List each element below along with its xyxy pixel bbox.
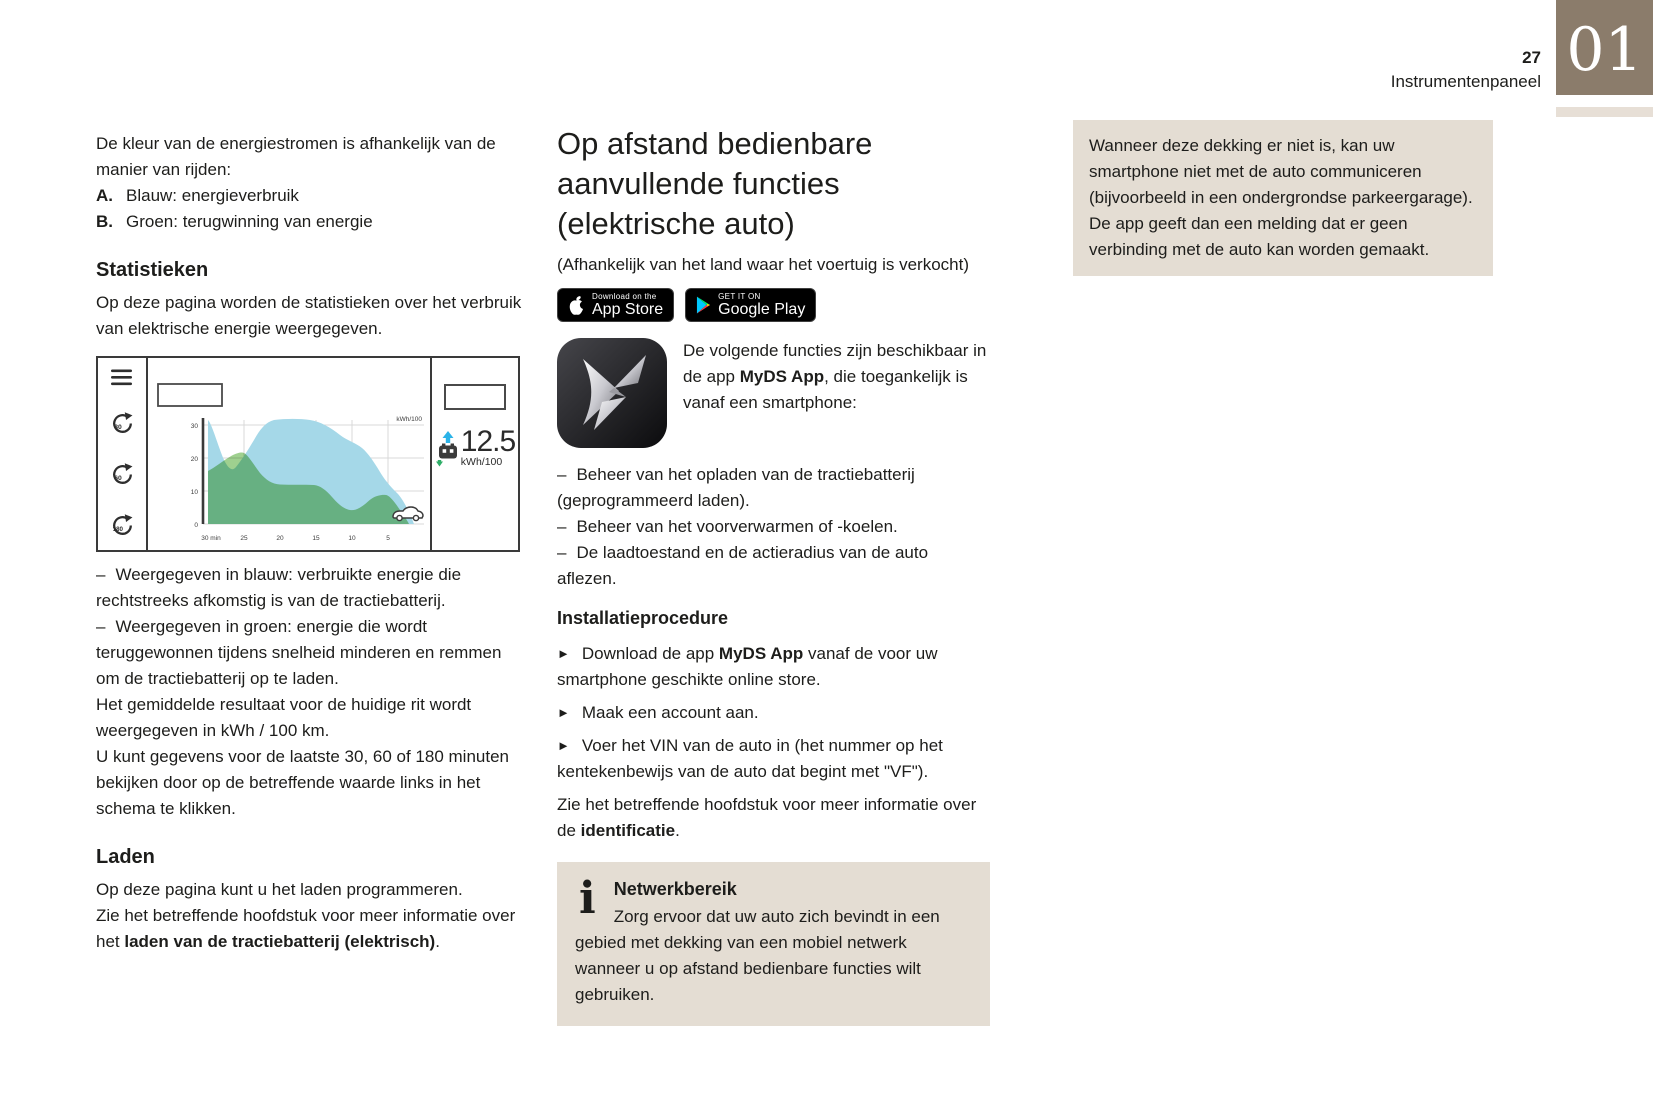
dash-marker: – <box>96 565 106 584</box>
chapter-tab <box>1556 0 1653 95</box>
legend-text-a: Blauw: energieverbruik <box>126 186 299 205</box>
x-tick-25: 25 <box>240 535 248 542</box>
history-30min-button[interactable] <box>109 410 136 437</box>
green-legend-text: Weergegeven in groen: energie die wordt teruggewonnen tijdens snelheid minderen en remmen om de tractiebatterij op te laden. <box>96 617 502 688</box>
feature-charging <box>557 462 990 514</box>
history-180min-button[interactable] <box>109 512 136 539</box>
average-unit: kWh/100 <box>460 456 503 468</box>
figure-average-panel <box>430 358 518 550</box>
identification-pre: Zie het betreffende hoofdstuk voor meer informatie over de <box>557 795 977 840</box>
energy-colors-intro: De kleur van de energiestromen is afhankelijk van de manier van rijden: <box>96 134 496 179</box>
statistics-heading: Statistieken <box>96 259 209 281</box>
feature-charge-status <box>557 540 990 592</box>
feature-charging-text: Beheer van het opladen van de tractiebatterij (geprogrammeerd laden). <box>557 465 915 510</box>
history-60-label: 60 <box>113 475 122 483</box>
average-result-paragraph: Het gemiddelde resultaat voor de huidige rit wordt weergegeven in kWh / 100 km. <box>96 695 472 740</box>
figure-sidebar <box>98 358 148 550</box>
google-play-icon <box>696 296 711 314</box>
legend-item-a <box>96 183 529 209</box>
average-value: 12.5 <box>460 425 516 458</box>
history-60min-button[interactable] <box>109 461 136 488</box>
statistics-body: Op deze pagina worden de statistieken over het verbruik van elektrische energie weergegeven. <box>96 293 522 338</box>
charging-line2-pre: Zie het betreffende hoofdstuk voor meer informatie over het <box>96 906 516 951</box>
info-icon: i <box>579 873 596 924</box>
legend-text-b: Groen: terugwinning van energie <box>126 212 373 231</box>
charging-heading: Laden <box>96 846 155 868</box>
dash-marker: – <box>557 465 567 484</box>
average-consumption <box>435 426 515 468</box>
app-intro-pre: De volgende functies zijn beschikbaar in de app <box>683 341 987 386</box>
dash-marker: – <box>557 543 567 562</box>
google-play-badge-top: GET IT ON <box>718 291 761 301</box>
app-intro-post: , die toegankelijk is vanaf een smartphone: <box>683 367 968 412</box>
y-tick-10: 10 <box>190 489 198 496</box>
app-store-badge-top: Download on the <box>592 291 657 301</box>
install-step-download <box>557 641 990 693</box>
google-play-badge-name: Google Play <box>718 300 806 318</box>
menu-icon[interactable] <box>111 369 133 386</box>
chart-unit-label: kWh/100 <box>396 416 422 423</box>
average-label-box <box>444 384 506 410</box>
network-note-title: Netwerkbereik <box>613 879 737 899</box>
app-store-badge[interactable] <box>557 288 674 322</box>
x-tick-30min: 30 min <box>201 535 221 542</box>
middle-column <box>557 124 990 1026</box>
chapter-tab-label: 01 <box>1566 14 1643 85</box>
step1-bold: MyDS App <box>718 644 804 663</box>
identification-reference <box>557 792 990 844</box>
x-tick-10: 10 <box>348 535 356 542</box>
feature-charge-status-text: De laadtoestand en de actieradius van de auto aflezen. <box>557 543 929 588</box>
install-heading: Installatieprocedure <box>557 608 729 628</box>
myds-app-block <box>557 338 990 448</box>
no-coverage-note <box>1073 120 1493 276</box>
app-intro-bold: MyDS App <box>739 367 825 386</box>
remote-functions-heading: Op afstand bedienbare aanvullende functies (elektrische auto) <box>557 126 873 241</box>
y-tick-30: 30 <box>190 423 198 430</box>
green-legend-bullet <box>96 614 529 692</box>
charging-line2-bold: laden van de tractiebatterij (elektrisch) <box>124 932 436 951</box>
charging-line1: Op deze pagina kunt u het laden programmeren. <box>96 880 463 899</box>
section-title: Instrumentenpaneel <box>1390 72 1541 91</box>
step3-text: Voer het VIN van de auto in (het nummer op het kentekenbewijs van de auto dat begint met "VF"). <box>557 736 943 781</box>
dash-marker: – <box>96 617 106 636</box>
google-play-badge[interactable] <box>685 288 816 322</box>
blue-legend-text: Weergegeven in blauw: verbruikte energie die rechtstreeks afkomstig is van de tractiebatterij. <box>96 565 462 610</box>
chapter-tab-strip <box>1556 107 1653 117</box>
legend-key-a: A. <box>96 186 113 205</box>
history-30-label: 30 <box>113 424 122 432</box>
step1-post: vanaf de voor uw smartphone geschikte online store. <box>557 644 938 689</box>
network-note-body: Zorg ervoor dat uw auto zich bevindt in een gebied met dekking van een mobiel netwerk wanneer u op afstand bedienbare functies wilt gebruiken. <box>575 907 940 1004</box>
identification-bold: identificatie <box>580 821 676 840</box>
x-tick-20: 20 <box>276 535 284 542</box>
x-tick-15: 15 <box>312 535 320 542</box>
energy-area-chart <box>148 358 430 550</box>
arrow-marker: ► <box>557 738 570 753</box>
app-intro-paragraph <box>683 338 990 416</box>
battery-consumption-icon <box>435 430 461 467</box>
step2-text: Maak een account aan. <box>581 703 759 722</box>
history-180-label: 180 <box>112 526 123 534</box>
statistics-figure <box>96 356 520 552</box>
charging-line2 <box>96 903 529 955</box>
identification-post: . <box>675 821 680 840</box>
network-range-note <box>557 862 990 1026</box>
page-number: 27 <box>1522 48 1541 67</box>
feature-preconditioning <box>557 514 990 540</box>
no-coverage-text: Wanneer deze dekking er niet is, kan uw smartphone niet met de auto communiceren (bijvoorbeeld in een ondergrondse parkeergarage). De app geeft dan een melding dat er geen verbinding met de auto kan worden gemaakt. <box>1089 136 1473 259</box>
legend-item-b <box>96 209 529 235</box>
features-list <box>557 462 990 592</box>
history-selection-paragraph: U kunt gegevens voor de laatste 30, 60 of 180 minuten bekijken door op de betreffende waarde links in het schema te klikken. <box>96 747 509 818</box>
left-column <box>96 131 529 955</box>
availability-note: (Afhankelijk van het land waar het voertuig is verkocht) <box>557 255 969 274</box>
arrow-marker: ► <box>557 705 570 720</box>
app-store-badge-name: App Store <box>592 300 664 318</box>
y-tick-20: 20 <box>190 456 198 463</box>
blue-legend-bullet <box>96 562 529 614</box>
charging-line2-post: . <box>435 932 440 951</box>
install-step-account <box>557 700 990 726</box>
y-tick-0: 0 <box>194 522 198 529</box>
step1-pre: Download de app <box>581 644 719 663</box>
myds-app-icon <box>557 338 667 448</box>
feature-preconditioning-text: Beheer van het voorverwarmen of -koelen. <box>576 517 898 536</box>
install-step-vin <box>557 733 990 785</box>
arrow-marker: ► <box>557 646 570 661</box>
store-badges <box>557 288 990 322</box>
legend-key-b: B. <box>96 212 113 231</box>
x-tick-5: 5 <box>386 535 390 542</box>
apple-icon <box>568 295 585 316</box>
dash-marker: – <box>557 517 567 536</box>
chart-label-box <box>158 384 222 406</box>
